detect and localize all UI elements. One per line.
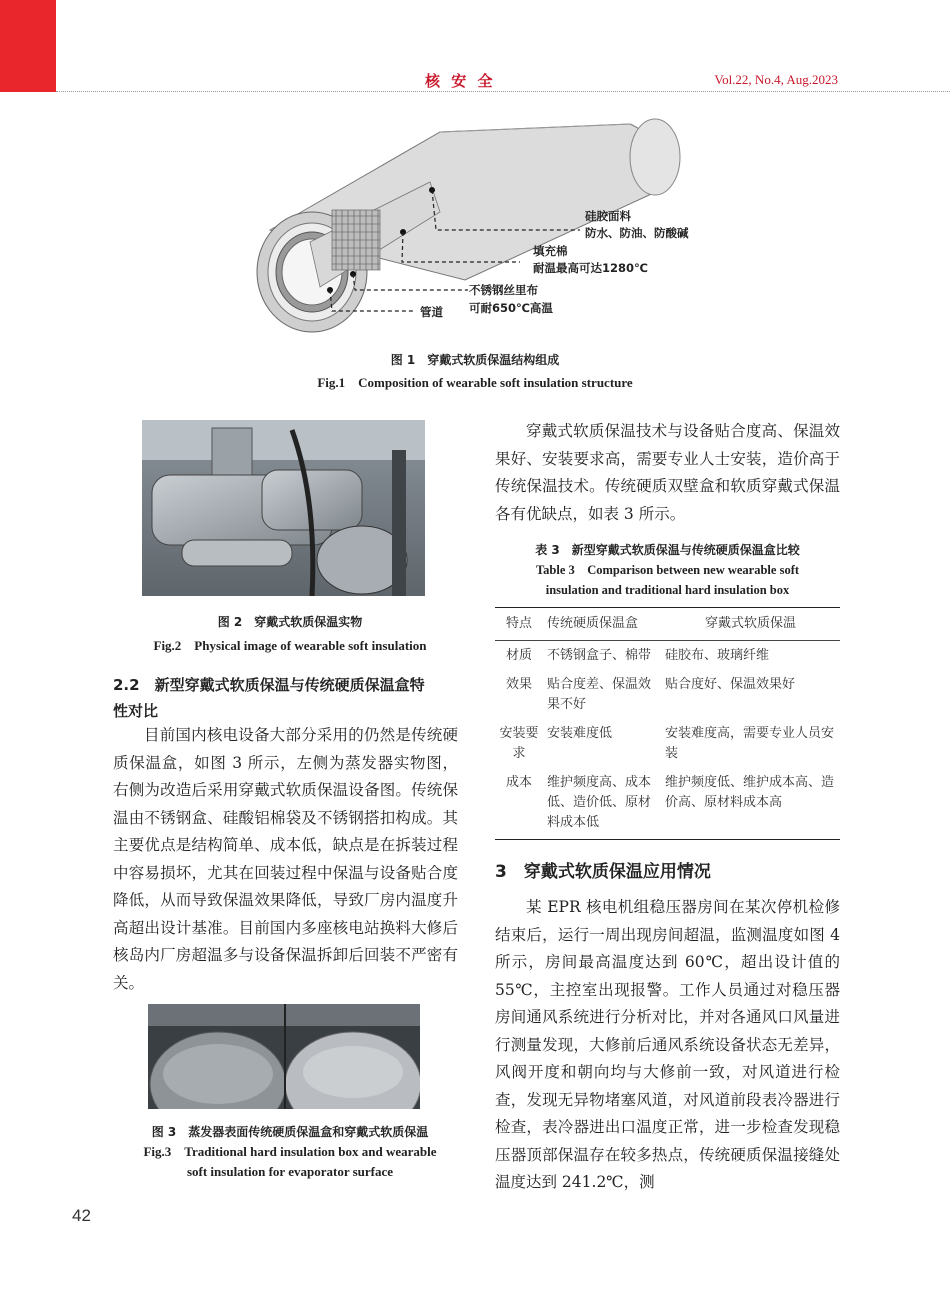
table-cell: 效果 [505, 677, 532, 692]
table-cell: 成本 [495, 768, 543, 840]
right-intro-paragraph: 穿戴式软质保温技术与设备贴合度高、保温效果好、安装要求高，需要专业人士安装，造价高于传统保温技术。传统硬质双壁盒和软质穿戴式保温各有优缺点，如表 3 所示。 [495, 422, 840, 523]
section-3-paragraph: 某 EPR 核电机组稳压器房间在某次停机检修结束后，运行一周出现房间超温，监测温度如图 4 所示，房间最高温度达到 60℃，超出设计值的 55℃，主控室出现报警。工作人员通过对稳压器房间通风系统进行分析对比，并对各通风口风量进行测量发现，大修前后通风系统设备状态无差异，风阀开度和朝向均与大修前一致，对风道进行检查，发现无异物堵塞风道，对风道前段表冷器进行检查，表冷器进出口温度正常，进一步检查发现稳压器顶部保温存在较多热点，传统硬质保温接缝处温度达到 241.2℃，测 [495, 898, 840, 1191]
journal-volume: Vol.22, No.4, Aug.2023 [714, 72, 838, 87]
table-cell: 材质 [505, 648, 532, 663]
table-header-row [495, 608, 840, 641]
figure-2-photo [142, 420, 425, 596]
table-header-cell: 穿戴式软质保温 [661, 608, 840, 641]
label-silicone-prop: 防水、防油、防酸碱 [585, 226, 689, 240]
table-row [495, 719, 840, 768]
red-corner-tab [0, 0, 56, 92]
fig2-caption [110, 613, 470, 654]
evaporator-photos [148, 1004, 420, 1109]
fig3-caption [105, 1122, 475, 1182]
table-cell: 安装要求 [499, 726, 539, 761]
insulated-equipment-photo [142, 420, 425, 596]
table-cell: 维护频度低、维护成本高、造价高、原材料成本高 [661, 768, 840, 840]
table-cell: 维护频度高、成本低、造价低、原材料成本低 [543, 768, 661, 840]
fig1-caption [100, 351, 850, 391]
table3-caption-cn: 表 3 新型穿戴式软质保温与传统硬质保温盒比较 [535, 543, 800, 557]
fig3-caption-cn: 图 3 蒸发器表面传统硬质保温盒和穿戴式软质保温 [151, 1125, 429, 1139]
section-2-2-heading-line2: 性对比 [113, 702, 159, 720]
table-header-cell: 特点 [495, 608, 543, 641]
table-cell: 硅胶布、玻璃纤维 [665, 648, 770, 663]
table-cell: 贴合度差、保温效果不好 [547, 677, 652, 712]
table-row [495, 670, 840, 719]
table-cell: 贴合度好、保温效果好 [665, 677, 796, 692]
section-2-2-body [113, 722, 458, 997]
table3-caption-en-1: Table 3 Comparison between new wearable soft [535, 563, 800, 577]
page-number: 42 [72, 1206, 91, 1225]
table3-caption-en-2: insulation and traditional hard insulation box [545, 583, 790, 597]
section-2-2-heading-line1: 2.2 新型穿戴式软质保温与传统硬质保温盒特 [113, 676, 425, 694]
table-cell: 安装难度高，需要专业人员安装 [665, 726, 835, 761]
fig3-caption-en-2: soft insulation for evaporator surface [186, 1164, 394, 1179]
figure-3-photo [148, 1004, 420, 1109]
table-row [495, 768, 840, 840]
fig1-caption-cn: 图 1 穿戴式软质保温结构组成 [390, 353, 560, 367]
section-3-body [495, 894, 840, 1197]
label-mesh-prop: 可耐650℃高温 [469, 301, 553, 315]
table-row [495, 641, 840, 671]
label-mesh: 不锈钢丝里布 [469, 283, 538, 297]
label-filler: 填充棉 [533, 244, 568, 258]
table-cell: 不锈钢盒子、棉带 [547, 648, 652, 663]
table3-caption [495, 540, 840, 600]
right-intro-text [495, 418, 840, 528]
table-header-cell: 传统硬质保温盒 [543, 608, 661, 641]
journal-name: 核 安 全 [425, 72, 496, 90]
label-filler-prop: 耐温最高可达1280℃ [533, 261, 648, 275]
fig2-caption-en: Fig.2 Physical image of wearable soft insulation [153, 638, 427, 653]
label-silicone: 硅胶面料 [585, 209, 631, 223]
comparison-table [495, 607, 840, 840]
fig1-caption-en: Fig.1 Composition of wearable soft insulation structure [317, 375, 633, 390]
label-pipe: 管道 [420, 305, 443, 319]
fig3-caption-en-1: Fig.3 Traditional hard insulation box and wearable [143, 1144, 437, 1159]
section-2-2-paragraph: 目前国内核电设备大部分采用的仍然是传统硬质保温盒，如图 3 所示，左侧为蒸发器实物图，右侧为改造后采用穿戴式软质保温设备图。传统保温由不锈钢盒、硅酸铝棉袋及不锈钢搭扣构成。其主要优点是结构简单、成本低，缺点是在拆装过程中容易损坏，尤其在回装过程中保温与设备贴合度降低，从而导致保温效果降低，导致厂房内温度升高超出设计基准。目前国内多座核电站换料大修后核岛内厂房超温多与设备保温拆卸后回装不严密有关。 [113, 726, 458, 992]
figure-1-diagram [250, 112, 720, 344]
fig2-caption-cn: 图 2 穿戴式软质保温实物 [217, 615, 363, 629]
section-2-2-heading [113, 672, 425, 724]
header-rule [56, 91, 950, 92]
section-3-heading: 3 穿戴式软质保温应用情况 [495, 862, 711, 882]
table-cell: 安装难度低 [547, 726, 613, 741]
